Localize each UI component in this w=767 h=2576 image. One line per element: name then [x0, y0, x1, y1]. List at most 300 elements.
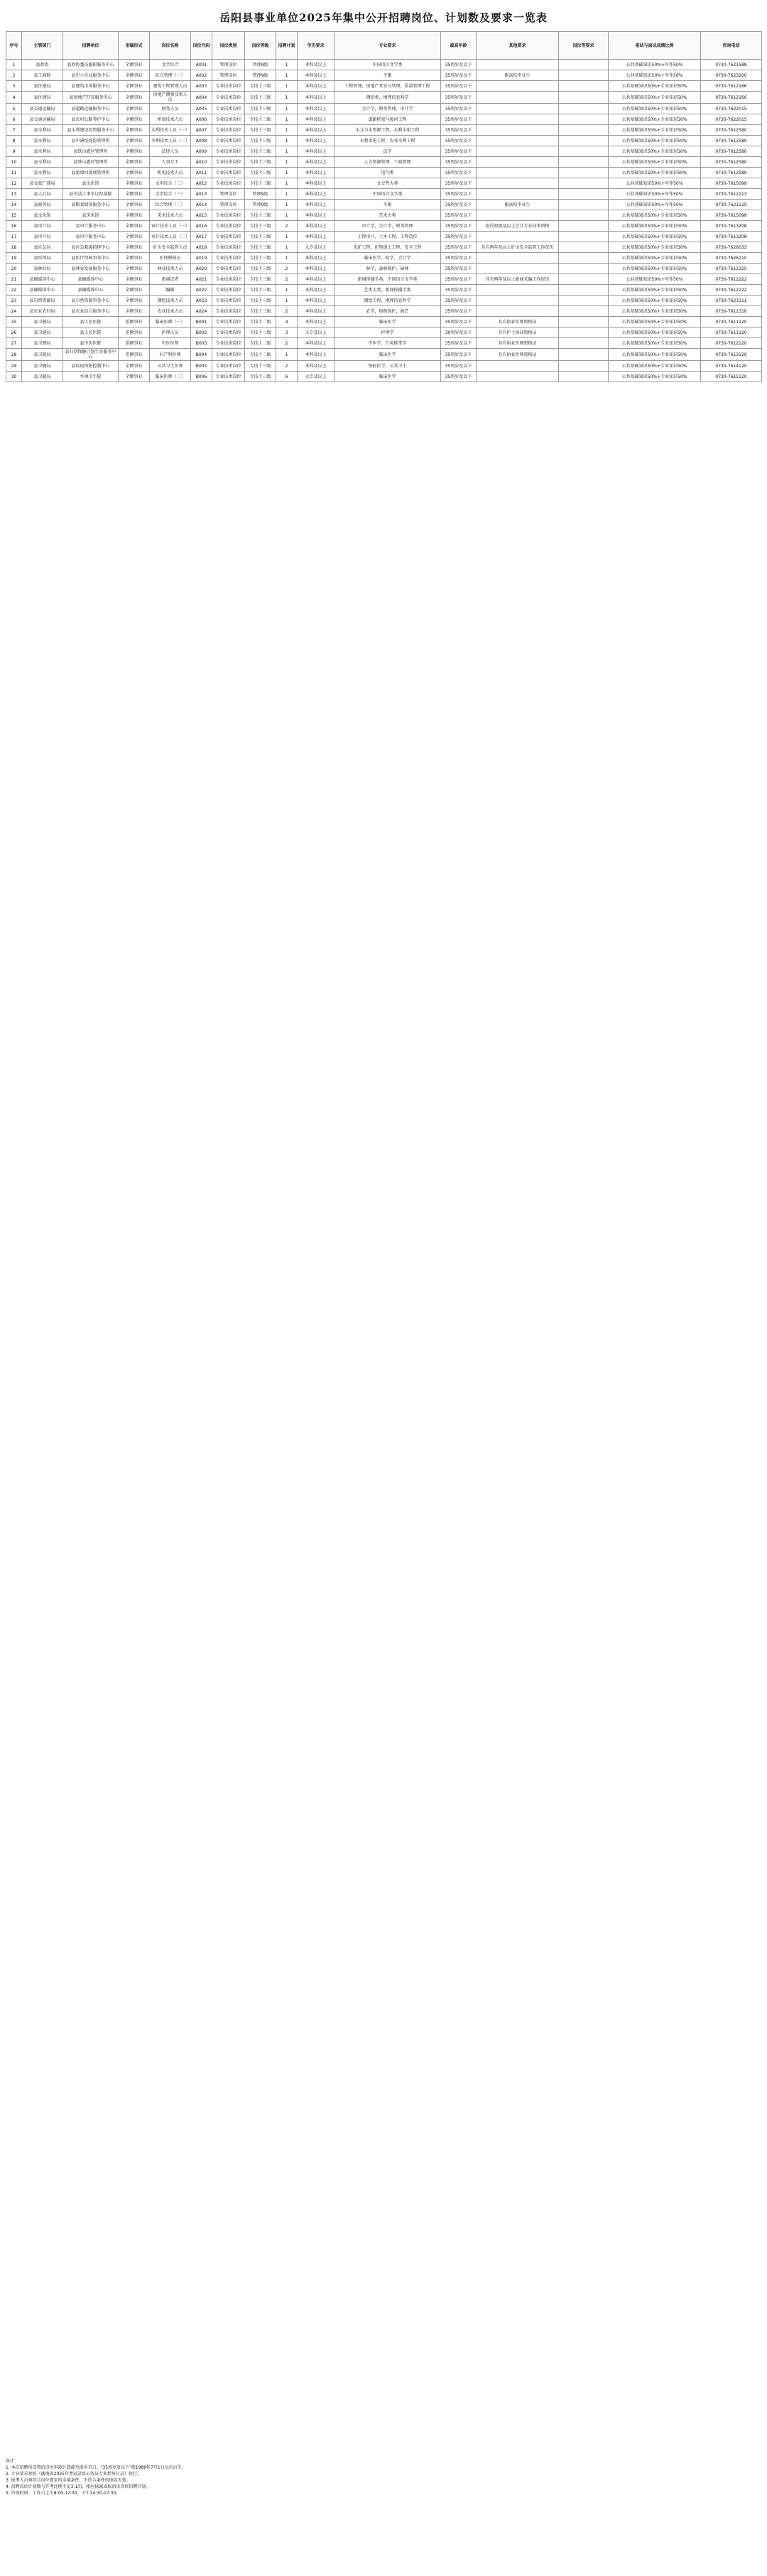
table-cell: 本科及以上: [298, 232, 334, 242]
table-cell: A004: [191, 92, 212, 104]
table-cell: 县住建局: [22, 92, 63, 104]
table-cell: 0730-7623311: [701, 296, 762, 306]
table-cell: 0730-7615099: [701, 178, 762, 189]
table-cell: [477, 189, 559, 200]
table-cell: [559, 114, 609, 125]
table-cell: 1: [276, 104, 298, 114]
table-cell: 本科及以上: [298, 168, 334, 178]
table-row: [6, 157, 762, 168]
table-cell: 县自然资源局: [22, 296, 63, 306]
table-cell: 35周岁及以下: [441, 92, 477, 104]
table-cell: 全额事业: [119, 178, 150, 189]
table-cell: 0730-7613208: [701, 221, 762, 232]
table-cell: 差额事业: [119, 338, 150, 349]
table-cell: 差额事业: [119, 349, 150, 361]
table-cell: B005: [191, 361, 212, 372]
column-header: 招聘计划: [276, 32, 298, 60]
table-cell: 县工商联: [22, 70, 63, 81]
table-cell: 0730-7612316: [701, 306, 762, 317]
table-cell: 全额事业: [119, 210, 150, 221]
table-cell: 乡镇卫生院: [63, 372, 119, 382]
table-header-row: [6, 32, 762, 60]
table-cell: 17: [6, 232, 22, 242]
table-cell: 房地产测量技术人员: [150, 92, 191, 104]
table-cell: 县应急救援指挥中心: [63, 242, 119, 253]
table-cell: 专业技术岗位: [212, 242, 245, 253]
table-cell: 3: [6, 81, 22, 92]
table-cell: [559, 264, 609, 274]
table-cell: 法学: [334, 146, 441, 157]
table-cell: 全额事业: [119, 285, 150, 296]
table-cell: 本科及以上: [298, 210, 334, 221]
table-cell: 审计技术人员（一）: [150, 221, 191, 232]
table-cell: 本科及以上: [298, 285, 334, 296]
table-cell: 新闻记者: [150, 274, 191, 285]
table-cell: 专技十三级: [245, 285, 276, 296]
table-cell: [559, 210, 609, 221]
table-cell: 公共基础知识50%+写作50%: [609, 60, 701, 70]
table-cell: 护理人员: [150, 328, 191, 338]
table-cell: 专业技术岗位: [212, 168, 245, 178]
table-cell: 全额事业: [119, 274, 150, 285]
table-cell: 专技十三级: [245, 328, 276, 338]
table-row: [6, 221, 762, 232]
notes-lines: [6, 2464, 761, 2496]
table-cell: 县水利局: [22, 157, 63, 168]
table-row: [6, 114, 762, 125]
table-cell: 0730-7612166: [701, 92, 762, 104]
table-row: [6, 210, 762, 221]
table-cell: 专业技术岗位: [212, 104, 245, 114]
table-cell: 2: [276, 264, 298, 274]
table-cell: 8: [6, 136, 22, 146]
table-cell: 全额事业: [119, 221, 150, 232]
table-cell: 2: [276, 338, 298, 349]
table-cell: 管理9级: [245, 200, 276, 210]
table-cell: 1: [276, 296, 298, 306]
table-row: [6, 60, 762, 70]
table-cell: 25: [6, 317, 22, 328]
table-cell: 0730-7612325: [701, 264, 762, 274]
table-cell: [477, 81, 559, 92]
table-cell: 县妇幼保健计划生育服务中心: [63, 349, 119, 361]
table-cell: 2: [276, 274, 298, 285]
table-cell: 县审计局: [22, 232, 63, 242]
table-cell: 1: [276, 200, 298, 210]
table-cell: 1: [276, 60, 298, 70]
table-cell: 临床医学: [334, 372, 441, 382]
table-cell: 16: [6, 221, 22, 232]
table-cell: 县新墙河流域管理所: [63, 168, 119, 178]
table-cell: 2: [276, 361, 298, 372]
table-cell: 县审计服务中心: [63, 232, 119, 242]
table-cell: A014: [191, 200, 212, 210]
table-cell: A005: [191, 104, 212, 114]
table-row: [6, 81, 762, 92]
table-cell: 专技十三级: [245, 361, 276, 372]
table-row: [6, 232, 762, 242]
table-cell: [559, 253, 609, 264]
table-row: [6, 317, 762, 328]
table-cell: 县农业综合服务中心: [63, 306, 119, 317]
note-line: 5. 咨询时间：工作日上午8:00-12:00，下午14:30-17:30。: [6, 2491, 121, 2496]
table-cell: 公共基础知识50%+专业知识50%: [609, 104, 701, 114]
table-cell: 本科及以上: [298, 70, 334, 81]
table-cell: 县融媒体中心: [63, 285, 119, 296]
table-cell: 专业技术岗位: [212, 372, 245, 382]
table-row: [6, 274, 762, 285]
table-cell: 专业技术岗位: [212, 210, 245, 221]
table-cell: 2: [276, 221, 298, 232]
table-cell: 全额事业: [119, 168, 150, 178]
table-cell: 综合管理（一）: [150, 70, 191, 81]
table-cell: 4: [6, 92, 22, 104]
table-cell: 公共基础知识50%+专业知识50%: [609, 210, 701, 221]
table-row: [6, 178, 762, 189]
table-cell: 不限: [334, 200, 441, 210]
table-cell: 35周岁及以下: [441, 210, 477, 221]
table-cell: [559, 189, 609, 200]
table-cell: 测绘工程，地理信息科学: [334, 296, 441, 306]
table-cell: 本科及以上: [298, 114, 334, 125]
table-cell: 本科及以上: [298, 92, 334, 104]
table-cell: 0730-7612580: [701, 125, 762, 136]
table-cell: 县水利局: [22, 168, 63, 178]
table-cell: 管理岗位: [212, 189, 245, 200]
table-cell: 专业技术岗位: [212, 361, 245, 372]
table-cell: A002: [191, 70, 212, 81]
table-cell: 公共基础知识50%+专业知识50%: [609, 81, 701, 92]
table-cell: 县医保局: [22, 253, 63, 264]
table-cell: 本科及以上: [298, 200, 334, 210]
table-cell: 艺术大类，新闻传播学类: [334, 285, 441, 296]
table-cell: [559, 349, 609, 361]
table-cell: 本科及以上: [298, 60, 334, 70]
table-cell: 水利技术人员（一）: [150, 125, 191, 136]
table-cell: 0730-7612120: [701, 338, 762, 349]
table-cell: 具有执业医师资格证: [477, 349, 559, 361]
table-cell: 0730-7621588: [701, 60, 762, 70]
column-header: 主管部门: [22, 32, 63, 60]
table-cell: [477, 114, 559, 125]
table-cell: 专业技术岗位: [212, 146, 245, 157]
note-line: 3. 报考人员须符合岗位要求的全部条件，不符合条件的报名无效。: [6, 2478, 131, 2483]
table-cell: A015: [191, 210, 212, 221]
table-cell: A013: [191, 189, 212, 200]
table-row: [6, 285, 762, 296]
column-header: 学历要求: [298, 32, 334, 60]
table-cell: [559, 60, 609, 70]
table-cell: [559, 70, 609, 81]
table-row: [6, 338, 762, 349]
table-cell: A018: [191, 242, 212, 253]
table-cell: 27: [6, 338, 22, 349]
table-cell: 专业技术岗位: [212, 264, 245, 274]
table-cell: 专业技术岗位: [212, 125, 245, 136]
table-cell: 公共基础知识50%+专业知识50%: [609, 285, 701, 296]
table-cell: 专技十三级: [245, 157, 276, 168]
table-cell: 测绘技术人员: [150, 296, 191, 306]
notes-heading: 备注：: [6, 2459, 19, 2464]
table-cell: 公共基础知识50%+专业知识50%: [609, 361, 701, 372]
table-cell: 1: [276, 70, 298, 81]
table-cell: [477, 125, 559, 136]
table-cell: 限高校毕业生: [477, 70, 559, 81]
table-cell: 道路桥梁与渡河工程: [334, 114, 441, 125]
table-cell: [477, 306, 559, 317]
table-cell: 20: [6, 264, 22, 274]
table-cell: 采矿工程，矿物加工工程，安全工程: [334, 242, 441, 253]
table-cell: 县审计局: [22, 221, 63, 232]
table-cell: 专业技术岗位: [212, 81, 245, 92]
table-cell: 公共基础知识50%+专业知识50%: [609, 349, 701, 361]
table-cell: 人力资源管理，工商管理: [334, 157, 441, 168]
table-cell: 专技十三级: [245, 274, 276, 285]
table-cell: 审计学，会计学，财务管理: [334, 221, 441, 232]
table-cell: 全额事业: [119, 296, 150, 306]
table-cell: 差额事业: [119, 317, 150, 328]
table-cell: 35周岁及以下: [441, 60, 477, 70]
table-cell: 全额事业: [119, 200, 150, 210]
table-cell: 专业技术岗位: [212, 274, 245, 285]
table-cell: 大专及以上: [298, 242, 334, 253]
table-cell: 专技十三级: [245, 232, 276, 242]
table-cell: 公共基础知识50%+专业知识50%: [609, 242, 701, 253]
table-cell: 21: [6, 274, 22, 285]
table-cell: B004: [191, 349, 212, 361]
table-cell: [477, 361, 559, 372]
table-cell: 全额事业: [119, 157, 150, 168]
table-cell: 专业技术岗位: [212, 338, 245, 349]
table-cell: [477, 253, 559, 264]
table-cell: 大专及以上: [298, 372, 334, 382]
table-cell: 公共基础知识50%+专业知识50%: [609, 114, 701, 125]
table-cell: 专业技术岗位: [212, 296, 245, 306]
table-cell: 0730-7626033: [701, 242, 762, 253]
table-cell: 县文旅广体局: [22, 178, 63, 189]
table-cell: 管理9级: [245, 70, 276, 81]
table-cell: 1: [276, 210, 298, 221]
table-cell: 0730-7615120: [701, 372, 762, 382]
table-cell: [477, 232, 559, 242]
table-cell: 县建筑市场服务中心: [63, 81, 119, 92]
table-cell: 本科及以上: [298, 253, 334, 264]
table-cell: 2: [276, 306, 298, 317]
table-cell: 0730-7612213: [701, 189, 762, 200]
recruitment-table: [6, 31, 762, 382]
table-cell: 1: [276, 178, 298, 189]
table-cell: 公共基础知识50%+专业知识50%: [609, 372, 701, 382]
table-cell: 7: [6, 125, 22, 136]
table-cell: 临床医师（一）: [150, 317, 191, 328]
table-cell: [559, 125, 609, 136]
table-cell: 取得初级及以上会计专业技术资格: [477, 221, 559, 232]
table-cell: 24: [6, 306, 22, 317]
table-cell: 县卫健局: [22, 349, 63, 361]
table-cell: A012: [191, 178, 212, 189]
table-cell: [477, 92, 559, 104]
table-cell: 公共基础知识50%+专业知识50%: [609, 136, 701, 146]
table-cell: 公共基础知识50%+专业知识50%: [609, 146, 701, 157]
column-header: 序号: [6, 32, 22, 60]
table-cell: 中医学，针灸推拿学: [334, 338, 441, 349]
column-header: 最高年龄: [441, 32, 477, 60]
table-cell: 水文与水资源工程，水利水电工程: [334, 125, 441, 136]
table-cell: 公共基础知识50%+专业知识50%: [609, 92, 701, 104]
table-cell: 0730-7623200: [701, 70, 762, 81]
table-cell: 35周岁及以下: [441, 338, 477, 349]
table-cell: 县林业局: [22, 264, 63, 274]
table-cell: 县人民医院: [63, 328, 119, 338]
table-cell: 0730-7612580: [701, 136, 762, 146]
table-cell: 0730-7611120: [701, 328, 762, 338]
table-cell: 全额事业: [119, 125, 150, 136]
table-cell: 35周岁及以下: [441, 200, 477, 210]
table-cell: 会计学，财务管理，审计学: [334, 104, 441, 114]
table-row: [6, 92, 762, 104]
table-cell: [559, 285, 609, 296]
note-line: 1. 本次招聘所设置的岗位年龄计算截至报名首日，"35周岁及以下"指1989年7月1日以后出生。: [6, 2465, 186, 2470]
table-cell: 1: [276, 253, 298, 264]
table-row: [6, 189, 762, 200]
table-cell: 公共基础知识50%+专业知识50%: [609, 221, 701, 232]
table-cell: 临床医学: [334, 349, 441, 361]
table-cell: 专业技术岗位: [212, 349, 245, 361]
table-cell: 35周岁及以下: [441, 157, 477, 168]
table-cell: 专业技术岗位: [212, 328, 245, 338]
table-cell: A021: [191, 274, 212, 285]
table-cell: 县交通运输局: [22, 104, 63, 114]
table-cell: [559, 232, 609, 242]
table-cell: 县铁山灌区管理所: [63, 157, 119, 168]
table-cell: 19: [6, 253, 22, 264]
table-cell: A003: [191, 81, 212, 92]
table-cell: 35周岁及以下: [441, 296, 477, 306]
table-cell: 0730-7612222: [701, 285, 762, 296]
table-cell: 县中小企业服务中心: [63, 70, 119, 81]
table-cell: 临床医师（二）: [150, 372, 191, 382]
table-cell: 本科及以上: [298, 349, 334, 361]
table-cell: 1: [276, 189, 298, 200]
table-cell: 公共基础知识50%+专业知识50%: [609, 338, 701, 349]
table-cell: 专业技术岗位: [212, 253, 245, 264]
table-cell: 县文化馆: [22, 210, 63, 221]
table-cell: 11: [6, 168, 22, 178]
column-header: 专业要求: [334, 32, 441, 60]
table-cell: 管理岗位: [212, 70, 245, 81]
table-cell: [559, 178, 609, 189]
table-cell: 本科及以上: [298, 125, 334, 136]
table-cell: 人事专干: [150, 157, 191, 168]
table-cell: 1: [276, 349, 298, 361]
column-header: 笔试与面试成绩比例: [609, 32, 701, 60]
table-cell: 本科及以上: [298, 317, 334, 328]
table-cell: 0730-7612580: [701, 168, 762, 178]
table-cell: 1: [276, 168, 298, 178]
table-cell: 35周岁及以下: [441, 232, 477, 242]
table-cell: 35周岁及以下: [441, 168, 477, 178]
table-cell: 35周岁及以下: [441, 253, 477, 264]
table-cell: 县融媒体中心: [22, 274, 63, 285]
table-cell: 专技十三级: [245, 146, 276, 157]
table-cell: [559, 274, 609, 285]
table-cell: 公共基础知识50%+专业知识50%: [609, 296, 701, 306]
table-cell: 全额事业: [119, 114, 150, 125]
table-cell: B001: [191, 317, 212, 328]
table-cell: 本科及以上: [298, 136, 334, 146]
table-cell: 0730-7613120: [701, 349, 762, 361]
table-cell: A011: [191, 168, 212, 178]
table-cell: 本科及以上: [298, 338, 334, 349]
table-cell: [559, 242, 609, 253]
table-cell: 限高校毕业生: [477, 200, 559, 210]
table-cell: 公共基础知识50%+专业知识50%: [609, 253, 701, 264]
table-cell: [477, 146, 559, 157]
table-cell: 专技十三级: [245, 92, 276, 104]
table-cell: 县商务局: [22, 200, 63, 210]
column-header: 岗位名称: [150, 32, 191, 60]
table-cell: 29: [6, 361, 22, 372]
table-cell: 农业技术人员: [150, 306, 191, 317]
column-header: 其他要求: [477, 32, 559, 60]
table-cell: [559, 317, 609, 328]
table-cell: A006: [191, 114, 212, 125]
table-cell: 专技十三级: [245, 104, 276, 114]
table-cell: 专技十三级: [245, 372, 276, 382]
table-cell: 临床医学，药学，会计学: [334, 253, 441, 264]
table-cell: 1: [6, 60, 22, 70]
table-cell: 县融媒体中心: [22, 285, 63, 296]
table-cell: 县农村公路养护中心: [63, 114, 119, 125]
table-cell: 1: [276, 125, 298, 136]
table-cell: A016: [191, 221, 212, 232]
table-cell: 大专及以上: [298, 328, 334, 338]
table-cell: A009: [191, 146, 212, 157]
table-cell: 30: [6, 372, 22, 382]
note-line: 4. 招聘岗位计划数与开考比例不足3:1的，相应核减或取消该岗位招聘计划。: [6, 2484, 151, 2489]
table-cell: 1: [276, 242, 298, 253]
table-cell: 临床医学: [334, 317, 441, 328]
table-cell: 县水利局: [22, 146, 63, 157]
table-cell: 公共基础知识50%+专业知识50%: [609, 232, 701, 242]
table-cell: 35周岁及以下: [441, 189, 477, 200]
table-cell: 全额事业: [119, 253, 150, 264]
table-cell: 预防医学，公共卫生: [334, 361, 441, 372]
table-cell: 新闻传播学类，中国语言文学类: [334, 274, 441, 285]
table-cell: 0730-7612222: [701, 274, 762, 285]
table-cell: 专技十三级: [245, 136, 276, 146]
table-cell: B003: [191, 338, 212, 349]
table-cell: 全额事业: [119, 92, 150, 104]
column-header: 咨询电话: [701, 32, 762, 60]
table-cell: 县美术馆: [63, 210, 119, 221]
table-cell: 1: [276, 285, 298, 296]
table-row: [6, 242, 762, 253]
table-cell: 管理岗位: [212, 200, 245, 210]
table-cell: [559, 92, 609, 104]
table-cell: 本科及以上: [298, 189, 334, 200]
table-cell: 14: [6, 200, 22, 210]
table-cell: 公共基础知识50%+写作50%: [609, 189, 701, 200]
table-cell: 专技十三级: [245, 264, 276, 274]
table-cell: 公共基础知识50%+写作50%: [609, 200, 701, 210]
table-cell: 35周岁及以下: [441, 306, 477, 317]
table-cell: 林学，森林保护，园林: [334, 264, 441, 274]
table-row: [6, 136, 762, 146]
table-cell: 县交通运输局: [22, 114, 63, 125]
table-cell: 具有执业医师资格证: [477, 338, 559, 349]
table-cell: 35周岁及以下: [441, 104, 477, 114]
